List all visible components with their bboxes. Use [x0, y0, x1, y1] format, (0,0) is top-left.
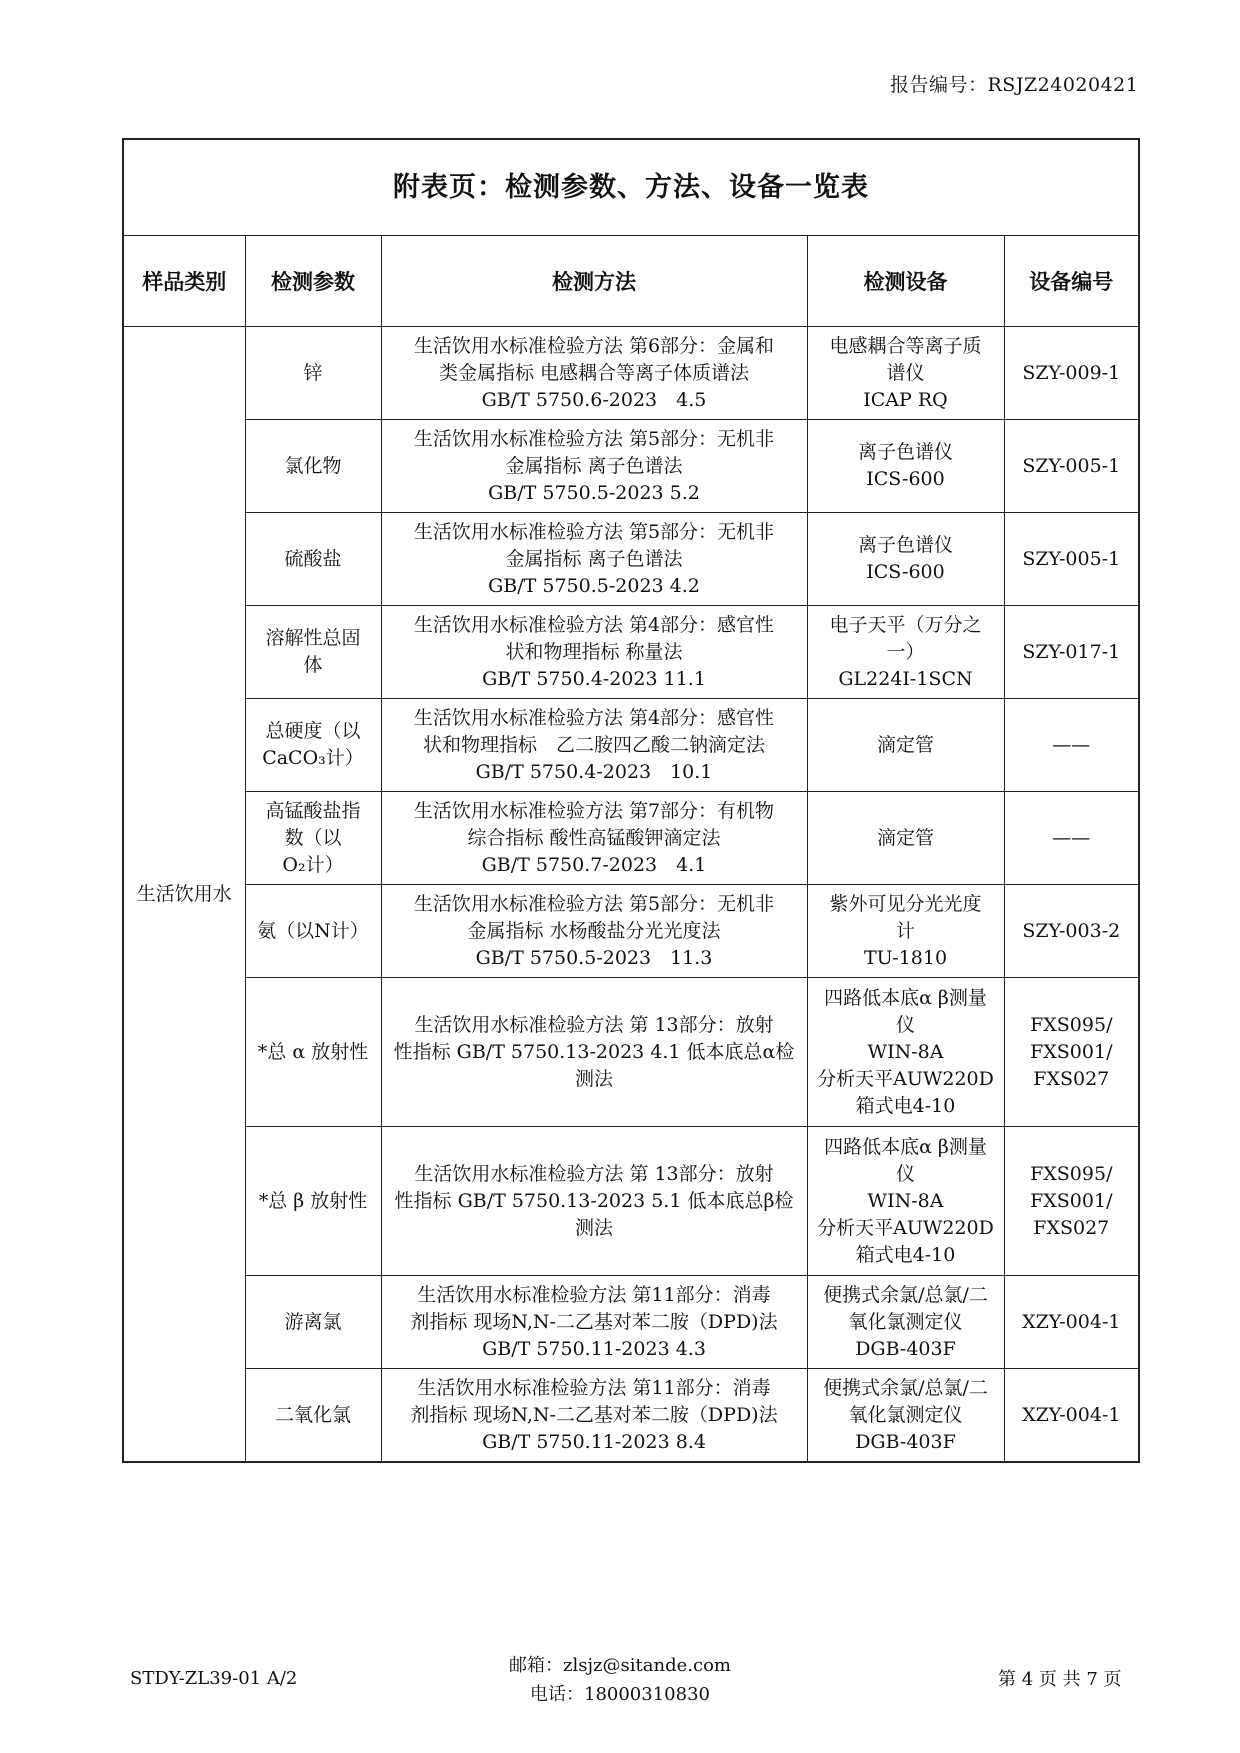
method-line: 生活饮用水标准检验方法 第5部分：无机非 [413, 520, 775, 543]
device-id-line: FXS001/ [1030, 1040, 1113, 1063]
device-line: 四路低本底α β测量 [824, 986, 987, 1009]
table-row [123, 978, 1139, 1127]
device-line: 箱式电4-10 [855, 1243, 956, 1266]
param-line: *总 α 放射性 [257, 1040, 369, 1063]
table-title: 附表页：检测参数、方法、设备一览表 [123, 139, 1139, 236]
method-line: GB/T 5750.5-2023 5.2 [488, 481, 700, 504]
device-line: 滴定管 [876, 733, 934, 756]
device-line: TU-1810 [863, 946, 948, 969]
param-line: 溶解性总固 [265, 627, 361, 649]
param-cell [245, 699, 381, 792]
device-id-cell [1004, 978, 1139, 1127]
sample-category-cell: 生活饮用水 [123, 327, 245, 1463]
page-number: 第 4 页 共 7 页 [998, 1669, 1122, 1690]
param-line: 高锰酸盐指 [265, 799, 361, 822]
device-id-line: SZY-003-2 [1022, 919, 1121, 942]
param-line: 总硬度（以 [265, 720, 361, 742]
device-line: 仪 [895, 1162, 915, 1185]
device-line: 四路低本底α β测量 [824, 1135, 987, 1158]
column-header: 检测设备 [807, 236, 1004, 327]
method-cell [381, 1276, 807, 1369]
device-cell [807, 420, 1004, 513]
device-line: 箱式电4-10 [855, 1094, 956, 1117]
method-cell [381, 513, 807, 606]
method-line: GB/T 5750.11-2023 4.3 [482, 1337, 706, 1360]
device-line: 离子色谱仪 [857, 534, 953, 556]
method-line: GB/T 5750.11-2023 8.4 [482, 1430, 706, 1453]
device-id-cell [1004, 1276, 1139, 1369]
method-line: 剂指标 现场N,N-二乙基对苯二胺（DPD)法 [410, 1310, 778, 1333]
method-line: 生活饮用水标准检验方法 第11部分：消毒 [417, 1376, 771, 1399]
method-line: 金属指标 离子色谱法 [505, 547, 683, 570]
method-line: 测法 [574, 1216, 613, 1239]
param-cell [245, 1127, 381, 1276]
param-line: 体 [303, 654, 323, 676]
method-line: 性指标 GB/T 5750.13-2023 4.1 低本底总α检 [393, 1040, 795, 1063]
param-cell [245, 1369, 381, 1463]
device-line: 电子天平（万分之 [829, 613, 982, 636]
device-id-line: FXS027 [1033, 1067, 1110, 1090]
device-id-cell [1004, 1369, 1139, 1463]
device-line: 紫外可见分光光度 [829, 892, 982, 915]
param-line: CaCO₃计） [262, 747, 364, 769]
device-line: WIN-8A [867, 1189, 944, 1212]
param-line: *总 β 放射性 [258, 1189, 368, 1212]
device-id-cell [1004, 420, 1139, 513]
device-line: 一） [886, 640, 925, 663]
device-id-cell [1004, 327, 1139, 420]
device-cell [807, 606, 1004, 699]
device-line: 分析天平AUW220D [817, 1216, 994, 1239]
device-id-line: XZY-004-1 [1022, 1310, 1121, 1333]
parameter-table [122, 138, 1140, 1463]
method-cell [381, 978, 807, 1127]
device-line: 计 [895, 919, 915, 942]
param-cell [245, 606, 381, 699]
method-cell [381, 885, 807, 978]
param-cell [245, 978, 381, 1127]
param-line: 游离氯 [284, 1310, 342, 1333]
method-line: 生活饮用水标准检验方法 第 13部分：放射 [414, 1013, 774, 1036]
method-line: GB/T 5750.4-2023 10.1 [475, 760, 713, 783]
method-line: 剂指标 现场N,N-二乙基对苯二胺（DPD)法 [410, 1403, 778, 1426]
method-line: 状和物理指标 称量法 [505, 640, 683, 663]
table-header-row [123, 236, 1139, 327]
device-line: 仪 [895, 1013, 915, 1036]
device-line: ICS-600 [866, 561, 945, 583]
method-line: 生活饮用水标准检验方法 第4部分：感官性 [413, 613, 775, 636]
device-cell [807, 978, 1004, 1127]
device-cell [807, 327, 1004, 420]
device-id-line: SZY-017-1 [1022, 640, 1121, 663]
device-line: 滴定管 [876, 826, 934, 849]
device-line: GL224I-1SCN [838, 667, 973, 690]
form-code: STDY-ZL39-01 A/2 [130, 1668, 298, 1689]
device-id-line: —— [1052, 733, 1091, 756]
table-row [123, 420, 1139, 513]
method-cell [381, 420, 807, 513]
device-cell [807, 885, 1004, 978]
method-line: GB/T 5750.4-2023 11.1 [482, 667, 706, 690]
device-cell [807, 699, 1004, 792]
param-cell [245, 327, 381, 420]
method-line: 生活饮用水标准检验方法 第5部分：无机非 [413, 427, 775, 450]
method-line: 测法 [574, 1067, 613, 1090]
method-line: GB/T 5750.7-2023 4.1 [481, 853, 707, 876]
param-cell [245, 792, 381, 885]
device-id-cell [1004, 699, 1139, 792]
device-cell [807, 1369, 1004, 1463]
device-line: 便携式余氯/总氯/二 [823, 1283, 988, 1306]
device-line: DGB-403F [855, 1337, 956, 1360]
param-cell [245, 885, 381, 978]
phone-text: 电话：18000310830 [530, 1684, 710, 1705]
table-row [123, 885, 1139, 978]
report-number: 报告编号：RSJZ24020421 [890, 74, 1139, 96]
device-line: DGB-403F [855, 1430, 956, 1453]
device-id-line: SZY-005-1 [1022, 547, 1121, 570]
method-line: 生活饮用水标准检验方法 第 13部分：放射 [414, 1162, 774, 1185]
device-id-line: FXS027 [1033, 1216, 1110, 1239]
table-row [123, 1127, 1139, 1276]
device-line: ICS-600 [866, 468, 945, 490]
device-id-line: SZY-009-1 [1022, 361, 1121, 384]
method-line: 生活饮用水标准检验方法 第4部分：感官性 [413, 706, 775, 729]
device-line: 氧化氯测定仪 [848, 1310, 963, 1333]
param-line: 氨（以N计） [257, 919, 369, 942]
param-line: 二氧化氯 [274, 1403, 351, 1426]
column-header: 设备编号 [1004, 236, 1139, 327]
param-line: 硫酸盐 [284, 547, 342, 570]
column-header: 样品类别 [123, 236, 245, 327]
device-id-line: SZY-005-1 [1022, 454, 1121, 477]
method-line: GB/T 5750.5-2023 11.3 [475, 946, 713, 969]
param-cell [245, 420, 381, 513]
table-row [123, 606, 1139, 699]
method-line: 生活饮用水标准检验方法 第11部分：消毒 [417, 1283, 771, 1306]
param-cell [245, 1276, 381, 1369]
device-id-cell [1004, 1127, 1139, 1276]
method-cell [381, 792, 807, 885]
email-text: 邮箱：zlsjz@sitande.com [509, 1655, 731, 1676]
method-line: 生活饮用水标准检验方法 第7部分：有机物 [413, 799, 775, 822]
method-line: 状和物理指标 乙二胺四乙酸二钠滴定法 [422, 733, 765, 756]
device-id-cell [1004, 513, 1139, 606]
device-id-line: —— [1052, 826, 1091, 849]
device-id-line: FXS095/ [1030, 1162, 1113, 1185]
table-row [123, 792, 1139, 885]
device-id-line: FXS095/ [1030, 1013, 1113, 1036]
param-line: 氯化物 [284, 454, 342, 477]
device-cell [807, 792, 1004, 885]
method-line: 综合指标 酸性高锰酸钾滴定法 [467, 826, 721, 849]
table-body [123, 327, 1139, 1463]
param-line: O₂计） [282, 853, 344, 876]
device-line: WIN-8A [867, 1040, 944, 1063]
method-line: GB/T 5750.5-2023 4.2 [488, 574, 700, 597]
method-line: 金属指标 水杨酸盐分光光度法 [467, 919, 721, 942]
device-cell [807, 1127, 1004, 1276]
device-id-cell [1004, 792, 1139, 885]
device-line: 电感耦合等离子质 [829, 334, 982, 357]
method-cell [381, 327, 807, 420]
table-row [123, 1276, 1139, 1369]
column-header: 检测方法 [381, 236, 807, 327]
param-line: 数（以 [284, 826, 342, 849]
device-line: 便携式余氯/总氯/二 [823, 1376, 988, 1399]
method-cell [381, 1127, 807, 1276]
table-row [123, 513, 1139, 606]
table-row [123, 699, 1139, 792]
column-header: 检测参数 [245, 236, 381, 327]
method-line: GB/T 5750.6-2023 4.5 [481, 388, 707, 411]
device-id-cell [1004, 885, 1139, 978]
table-row [123, 327, 1139, 420]
device-id-line: XZY-004-1 [1022, 1403, 1121, 1426]
device-line: 离子色谱仪 [857, 441, 953, 463]
device-line: 氧化氯测定仪 [848, 1403, 963, 1426]
device-line: ICAP RQ [863, 388, 948, 411]
method-line: 类金属指标 电感耦合等离子体质谱法 [438, 361, 750, 384]
device-line: 谱仪 [886, 361, 925, 384]
param-line: 锌 [303, 361, 323, 384]
method-line: 生活饮用水标准检验方法 第5部分：无机非 [413, 892, 775, 915]
param-cell [245, 513, 381, 606]
device-line: 分析天平AUW220D [817, 1067, 994, 1090]
method-cell [381, 1369, 807, 1463]
table-row [123, 1369, 1139, 1463]
device-cell [807, 1276, 1004, 1369]
method-line: 生活饮用水标准检验方法 第6部分：金属和 [413, 334, 775, 357]
method-cell [381, 699, 807, 792]
device-id-cell [1004, 606, 1139, 699]
method-line: 性指标 GB/T 5750.13-2023 5.1 低本底总β检 [394, 1189, 794, 1212]
device-cell [807, 513, 1004, 606]
device-id-line: FXS001/ [1030, 1189, 1113, 1212]
method-cell [381, 606, 807, 699]
method-line: 金属指标 离子色谱法 [505, 454, 683, 477]
